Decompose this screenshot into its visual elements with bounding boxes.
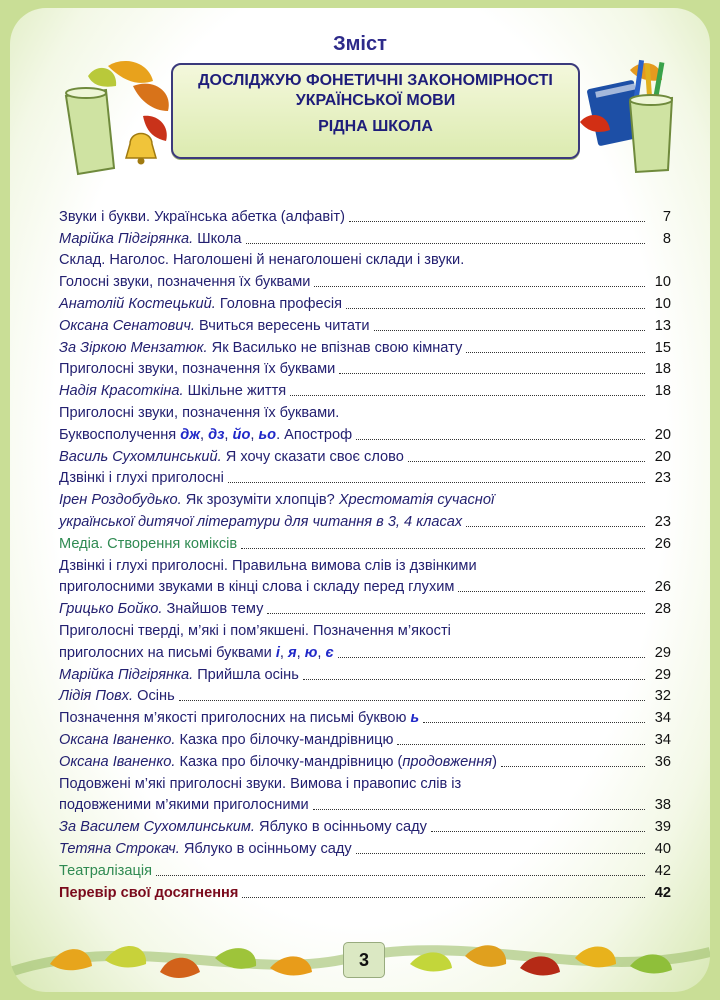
- toc-entry-title: [59, 601, 263, 618]
- toc-entry-letter: ь: [410, 710, 420, 727]
- toc-dot-leader: [356, 439, 645, 440]
- toc-dot-leader: [246, 243, 645, 244]
- toc-entry[interactable]: [59, 749, 671, 771]
- toc-dot-leader: [313, 809, 645, 810]
- toc-entry-title: [59, 492, 494, 509]
- toc-page-number: 18: [654, 361, 671, 378]
- toc-entry[interactable]: [59, 596, 671, 618]
- toc-page-number: 13: [654, 317, 671, 334]
- toc-entry-italic-tail: Хрестоматія сучасної: [338, 492, 495, 509]
- toc-dot-leader: [423, 722, 645, 723]
- toc-entry-title: [59, 231, 242, 248]
- toc-entry-text: Голосні звуки, позначення їх буквами: [59, 274, 311, 291]
- toc-entry-title: [59, 885, 238, 902]
- toc-entry[interactable]: [59, 248, 671, 270]
- toc-entry[interactable]: [59, 771, 671, 793]
- toc-entry-letter: і: [275, 644, 280, 661]
- toc-entry[interactable]: [59, 422, 671, 444]
- toc-dot-leader: [501, 766, 645, 767]
- toc-dot-leader: [397, 744, 645, 745]
- toc-entry-text: Дзвінкі і глухі приголосні: [59, 470, 224, 487]
- toc-dot-leader: [303, 679, 645, 680]
- toc-dot-leader: [242, 897, 645, 898]
- toc-entry-title: [59, 819, 427, 836]
- toc-entry-text: Шкільне життя: [183, 383, 287, 400]
- toc-entry-letter: дж: [180, 426, 201, 443]
- toc-entry[interactable]: [59, 575, 671, 597]
- toc-page-number: 29: [654, 644, 671, 661]
- toc-page-number: 20: [654, 448, 671, 465]
- toc-entry-title: [59, 579, 454, 596]
- toc-entry-letter: є: [325, 644, 334, 661]
- toc-dot-leader: [338, 657, 645, 658]
- toc-dot-leader: [179, 700, 645, 701]
- toc-entry-title: [59, 623, 451, 640]
- toc-page-number: 38: [654, 797, 671, 814]
- toc-entry-text: Подовжені м’які приголосні звуки. Вимова і правопис слів із: [59, 775, 462, 792]
- toc-entry-title: [59, 797, 309, 814]
- toc-page-number: 42: [654, 884, 671, 901]
- toc-dot-leader: [228, 482, 645, 483]
- toc-page-number: 34: [654, 731, 671, 748]
- toc-entry-text: Казка про білочку-мандрівницю: [175, 731, 394, 748]
- toc-entry-title: [59, 863, 152, 880]
- toc-entry-author: Василь Сухомлинський.: [59, 448, 222, 465]
- toc-entry-author: Марійка Підгірянка.: [59, 230, 194, 247]
- toc-entry-letter: я: [287, 644, 297, 661]
- toc-entry-author: Ірен Роздобудько.: [59, 492, 182, 509]
- toc-entry[interactable]: [59, 727, 671, 749]
- toc-entry[interactable]: [59, 836, 671, 858]
- toc-entry-text: Приголосні звуки, позначення їх буквами: [59, 361, 336, 378]
- toc-entry-text: Школа: [193, 230, 242, 247]
- toc-page-number: 10: [654, 295, 671, 312]
- toc-entry-italic-tail: продовження: [402, 753, 493, 770]
- toc-page-number: 23: [654, 513, 671, 530]
- toc-entry-tail: ): [492, 753, 497, 770]
- toc-entry-author: Надія Красоткіна.: [59, 383, 184, 400]
- toc-entry-title: [59, 340, 462, 357]
- toc-entry-title: [59, 732, 393, 749]
- toc-entry-title: [59, 209, 345, 226]
- toc-page-number: 42: [654, 862, 671, 879]
- toc-entry-title: [59, 252, 464, 269]
- toc-entry-text: Дзвінкі і глухі приголосні. Правильна вимова слів із дзвінкими: [59, 557, 477, 574]
- toc-entry-separator: ,: [250, 426, 259, 443]
- toc-entry-separator: ,: [200, 426, 209, 443]
- toc-dot-leader: [466, 352, 645, 353]
- toc-entry-title: [59, 688, 175, 705]
- toc-dot-leader: [374, 330, 645, 331]
- toc-entry-author: Марійка Підгірянка.: [59, 666, 194, 683]
- toc-entry[interactable]: [59, 618, 671, 640]
- toc-entry-title: [59, 427, 352, 444]
- toc-page-number: 40: [654, 840, 671, 857]
- toc-entry-letter: дз: [208, 426, 225, 443]
- banner-title-line-1: ДОСЛІДЖУЮ ФОНЕТИЧНІ ЗАКОНОМІРНОСТІ: [198, 72, 553, 89]
- toc-page-number: 23: [654, 470, 671, 487]
- toc-entry-title: [59, 470, 224, 487]
- toc-entry-title: [59, 754, 497, 771]
- banner-title-line-2: УКРАЇНСЬКОЇ МОВИ: [295, 92, 456, 109]
- toc-entry-title: [59, 710, 419, 727]
- toc-entry-text: Знайшов тему: [162, 601, 264, 618]
- toc-entry-author: Оксана Іваненко.: [59, 753, 176, 770]
- chapter-banner: [171, 63, 580, 159]
- toc-entry[interactable]: [59, 226, 671, 248]
- toc-entry-text: Головна професія: [215, 295, 343, 312]
- toc-entry-text: Казка про білочку-мандрівницю (: [175, 753, 403, 770]
- pencil-cup-right-icon: [570, 52, 700, 177]
- toc-entry-author: За Василем Сухомлинським.: [59, 819, 255, 836]
- toc-page-number: 34: [654, 710, 671, 727]
- toc-entry[interactable]: [59, 531, 671, 553]
- toc-entry-title: [59, 667, 299, 684]
- toc-entry-text: подовженими м’якими приголосними: [59, 797, 309, 814]
- toc-entry-author: Оксана Іваненко.: [59, 731, 176, 748]
- toc-entry-text: Звуки і букви. Українська абетка (алфавіт): [59, 208, 345, 225]
- toc-dot-leader: [346, 308, 645, 309]
- toc-page-number: 29: [654, 666, 671, 683]
- toc-entry-text: Осінь: [133, 688, 175, 705]
- toc-entry-separator: ,: [224, 426, 233, 443]
- toc-entry-separator: ,: [317, 644, 326, 661]
- toc-entry-author: Анатолій Костецький.: [59, 295, 216, 312]
- toc-entry-title: [59, 449, 404, 466]
- toc-entry-title: [59, 558, 477, 575]
- toc-entry[interactable]: [59, 378, 671, 400]
- toc-entry[interactable]: [59, 357, 671, 379]
- toc-entry-text: Яблуко в осінньому саду: [254, 819, 427, 836]
- toc-entry[interactable]: [59, 313, 671, 335]
- toc-page-number: 26: [654, 579, 671, 596]
- toc-entry[interactable]: [59, 684, 671, 706]
- toc-entry-title: [59, 645, 334, 662]
- toc-entry-author: Лідія Повх.: [59, 688, 134, 705]
- toc-entry-letter: йо: [232, 426, 251, 443]
- toc-entry[interactable]: [59, 444, 671, 466]
- toc-entry-title: [59, 841, 352, 858]
- toc-entry-author: Грицько Бойко.: [59, 601, 163, 618]
- toc-entry-text: Позначення м’якості приголосних на письмі буквою: [59, 710, 411, 727]
- toc-entry-title: [59, 536, 237, 553]
- toc-entry[interactable]: [59, 335, 671, 357]
- toc-entry-tail: . Апостроф: [276, 426, 353, 443]
- toc-page-number: 36: [654, 753, 671, 770]
- toc-entry-text: Прийшла осінь: [193, 666, 299, 683]
- table-of-contents: [59, 204, 671, 902]
- page-number: 3: [343, 942, 385, 978]
- toc-entry-text: Вчиться вересень читати: [194, 317, 370, 334]
- toc-dot-leader: [156, 875, 645, 876]
- toc-entry-separator: ,: [296, 644, 305, 661]
- toc-entry[interactable]: [59, 858, 671, 880]
- toc-entry-separator: ,: [279, 644, 288, 661]
- toc-entry-title: [59, 296, 342, 313]
- toc-page-number: 7: [662, 208, 671, 225]
- toc-entry-title: [59, 514, 462, 531]
- toc-entry-text: Перевір свої досягнення: [59, 884, 239, 901]
- toc-entry[interactable]: [59, 793, 671, 815]
- toc-entry-title: [59, 383, 286, 400]
- toc-entry[interactable]: [59, 553, 671, 575]
- toc-entry[interactable]: [59, 269, 671, 291]
- toc-entry-author: За Зіркою Мензатюк.: [59, 339, 208, 356]
- toc-page-number: 28: [654, 601, 671, 618]
- toc-entry-text: Я хочу сказати своє слово: [221, 448, 404, 465]
- toc-entry-title: [59, 318, 370, 335]
- banner-subtitle: РІДНА ШКОЛА: [318, 118, 433, 135]
- toc-dot-leader: [356, 853, 645, 854]
- toc-dot-leader: [267, 613, 645, 614]
- toc-entry-text: Як Василько не впізнав свою кімнату: [207, 339, 463, 356]
- toc-entry[interactable]: [59, 487, 671, 509]
- toc-entry-text: Медіа. Створення коміксів: [59, 535, 238, 552]
- toc-entry-text: Як зрозуміти хлопців?: [181, 492, 339, 509]
- toc-dot-leader: [241, 548, 645, 549]
- contents-heading: Зміст: [333, 33, 387, 55]
- toc-entry[interactable]: [59, 400, 671, 422]
- toc-dot-leader: [339, 373, 645, 374]
- toc-dot-leader: [290, 395, 645, 396]
- toc-entry[interactable]: [59, 662, 671, 684]
- toc-entry-author: Тетяна Строкач.: [59, 840, 180, 857]
- toc-entry[interactable]: [59, 705, 671, 727]
- toc-dot-leader: [466, 526, 645, 527]
- pencil-cup-left-icon: [48, 56, 188, 176]
- toc-entry-title: [59, 361, 335, 378]
- toc-entry-letter: ю: [304, 644, 318, 661]
- toc-entry-text: приголосних на письмі буквами: [59, 644, 276, 661]
- toc-entry[interactable]: [59, 814, 671, 836]
- toc-page-number: 18: [654, 383, 671, 400]
- toc-page-number: 20: [654, 426, 671, 443]
- toc-dot-leader: [458, 591, 645, 592]
- toc-dot-leader: [349, 221, 645, 222]
- toc-dot-leader: [314, 286, 645, 287]
- toc-entry[interactable]: [59, 291, 671, 313]
- toc-dot-leader: [431, 831, 645, 832]
- toc-entry-title: [59, 405, 339, 422]
- toc-entry-text: Приголосні тверді, м’які і пом’якшені. Позначення м’якості: [59, 622, 451, 639]
- toc-entry-text: Склад. Наголос. Наголошені й ненаголошені склади і звуки.: [59, 252, 465, 269]
- toc-page-number: 8: [662, 230, 671, 247]
- toc-entry-author: Оксана Сенатович.: [59, 317, 195, 334]
- bell-icon: [126, 134, 156, 165]
- toc-entry-text: Яблуко в осінньому саду: [179, 840, 352, 857]
- page-frame: [10, 8, 710, 992]
- toc-page-number: 39: [654, 819, 671, 836]
- toc-entry[interactable]: [59, 640, 671, 662]
- toc-page-number: 10: [654, 274, 671, 291]
- toc-dot-leader: [408, 461, 645, 462]
- toc-page-number: 15: [654, 339, 671, 356]
- toc-entry-title: [59, 274, 310, 291]
- toc-entry[interactable]: [59, 204, 671, 226]
- toc-entry[interactable]: [59, 509, 671, 531]
- toc-entry-text: Буквосполучення: [59, 426, 181, 443]
- toc-page-number: 32: [654, 688, 671, 705]
- toc-entry-letter: ьо: [258, 426, 277, 443]
- toc-entry[interactable]: [59, 880, 671, 902]
- toc-page-number: 26: [654, 535, 671, 552]
- toc-entry-text: Театралізація: [59, 862, 152, 879]
- toc-entry-text: Приголосні звуки, позначення їх буквами.: [59, 404, 340, 421]
- toc-entry-title: [59, 776, 461, 793]
- toc-entry-text: української дитячої літератури для читання в 3, 4 класах: [59, 513, 463, 530]
- toc-entry-text: приголосними звуками в кінці слова і складу перед глухим: [59, 579, 455, 596]
- toc-entry[interactable]: [59, 466, 671, 488]
